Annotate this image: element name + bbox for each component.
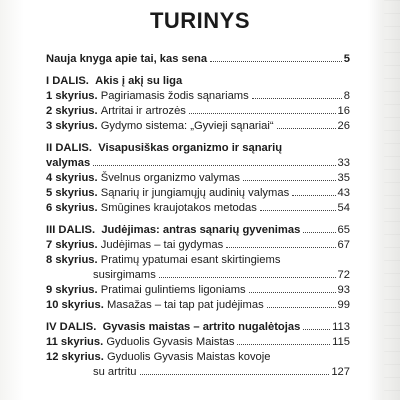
toc-part-title: Akis į akį su liga (95, 75, 183, 87)
toc-entry-text: Gyduolis Gyvasis Maistas kovoje (106, 351, 271, 363)
toc-part-heading (46, 141, 350, 156)
dot-leader (260, 210, 336, 211)
toc-part-label: II DALIS. (46, 142, 92, 154)
dot-leader (243, 180, 336, 181)
toc-part-title: Judėjimas: antras sąnarių gyvenimas (101, 224, 301, 236)
toc-entry-text: Sąnarių ir jungiamųjų audinių valymas (100, 187, 290, 199)
toc-entry (46, 283, 350, 298)
toc-part-label: IV DALIS. (46, 321, 97, 333)
toc-entry-continued (46, 268, 350, 283)
toc-entry (46, 335, 350, 350)
toc-entry (46, 253, 350, 268)
toc-page-number: 35 (337, 172, 350, 184)
toc-chapter-label: 4 skyrius. (46, 172, 98, 184)
toc-chapter-label: 10 skyrius. (46, 299, 104, 311)
toc-entry-text: Pratimų ypatumai esant skirtingiems (100, 254, 281, 266)
toc-chapter-label: 9 skyrius. (46, 284, 98, 296)
toc-page-number: 65 (337, 224, 350, 236)
toc-page-number: 33 (337, 157, 350, 169)
toc-entry (46, 350, 350, 365)
toc-page-number: 72 (337, 269, 350, 281)
toc-part-heading-continued (46, 156, 350, 171)
dot-leader (93, 165, 335, 166)
toc-entry-text: susirgimams (93, 269, 156, 281)
page-title: TURINYS (149, 8, 251, 33)
toc-entry-intro (46, 52, 350, 67)
toc-entry-text: Masažas – tai tap pat judėjimas (106, 299, 264, 311)
toc-page-number: 113 (332, 321, 350, 333)
dot-leader (189, 113, 336, 114)
table-of-contents (46, 52, 350, 380)
toc-chapter-label: 3 skyrius. (46, 120, 98, 132)
toc-page-number: 99 (337, 299, 350, 311)
toc-part-title: valymas (46, 157, 91, 169)
toc-page-number: 5 (343, 53, 350, 65)
toc-page-number: 127 (331, 366, 350, 378)
dot-leader (292, 195, 335, 196)
toc-entry (46, 186, 350, 201)
toc-chapter-label: 12 skyrius. (46, 351, 104, 363)
toc-entry (46, 238, 350, 253)
toc-chapter-label: 5 skyrius. (46, 187, 98, 199)
toc-page-number: 93 (337, 284, 350, 296)
toc-part-title: Visapusiškas organizmo ir sąnarių (98, 142, 283, 154)
dot-leader (159, 277, 336, 278)
dot-leader (267, 307, 336, 308)
toc-part-label: I DALIS. (46, 75, 89, 87)
toc-entry-text: Švelnus organizmo valymas (100, 172, 241, 184)
dot-leader (140, 374, 330, 375)
toc-page-number: 43 (337, 187, 350, 199)
toc-entry (46, 89, 350, 104)
toc-entry (46, 171, 350, 186)
toc-entry (46, 104, 350, 119)
toc-entry (46, 201, 350, 216)
toc-entry-text: Gyduolis Gyvasis Maistas (106, 336, 235, 348)
toc-part-heading (46, 320, 350, 335)
toc-chapter-label: 6 skyrius. (46, 202, 98, 214)
toc-page-number: 16 (337, 105, 350, 117)
toc-page-number: 8 (343, 90, 350, 102)
dot-leader (303, 329, 330, 330)
toc-chapter-label: 1 skyrius. (46, 90, 98, 102)
dot-leader (237, 344, 330, 345)
toc-page-number: 54 (337, 202, 350, 214)
toc-chapter-label: 7 skyrius. (46, 239, 98, 251)
toc-entry (46, 119, 350, 134)
toc-entry-text: Nauja knyga apie tai, kas sena (46, 53, 208, 65)
toc-chapter-label: 8 skyrius. (46, 254, 98, 266)
toc-entry-text: su artritu (93, 366, 137, 378)
toc-entry-text: Artritai ir artrozės (100, 105, 186, 117)
toc-page-number: 67 (337, 239, 350, 251)
toc-part-heading (46, 74, 350, 89)
toc-chapter-label: 11 skyrius. (46, 336, 104, 348)
toc-page-number: 115 (332, 336, 350, 348)
dot-leader (303, 232, 335, 233)
page-edge-shadow (384, 0, 400, 400)
toc-entry-text: Gydymo sistema: „Gyvieji sąnariai“ (100, 120, 274, 132)
toc-part-label: III DALIS. (46, 224, 96, 236)
dot-leader (226, 247, 335, 248)
toc-page-number: 26 (337, 120, 350, 132)
dot-leader (249, 292, 336, 293)
dot-leader (210, 61, 342, 62)
toc-part-heading (46, 223, 350, 238)
toc-part-title: Gyvasis maistas – artrito nugalėtojas (102, 321, 301, 333)
toc-entry-text: Pratimai gulintiems ligoniams (100, 284, 246, 296)
toc-entry-text: Pagiriamasis žodis sąnariams (100, 90, 249, 102)
toc-entry-continued (46, 365, 350, 380)
toc-entry-text: Smūgines kraujotakos metodas (100, 202, 257, 214)
toc-entry-text: Judėjimas – tai gydymas (100, 239, 224, 251)
toc-entry (46, 298, 350, 313)
toc-chapter-label: 2 skyrius. (46, 105, 98, 117)
dot-leader (277, 128, 336, 129)
dot-leader (252, 98, 342, 99)
